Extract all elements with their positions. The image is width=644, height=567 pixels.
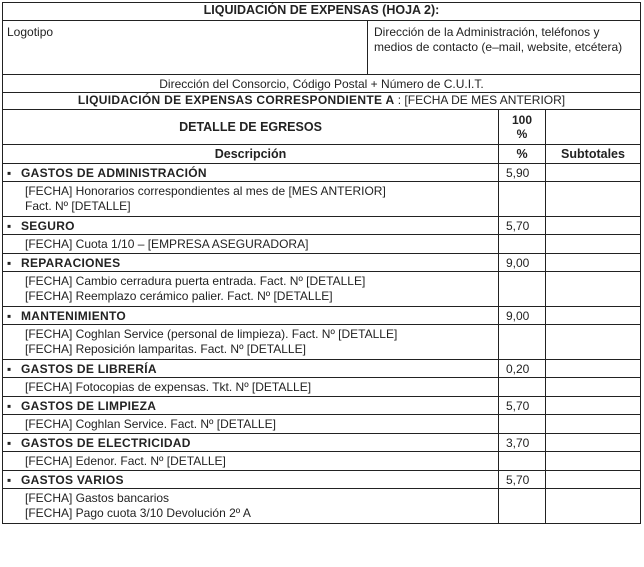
items-percent-cell bbox=[499, 489, 546, 524]
items-subtotal-cell bbox=[546, 272, 641, 307]
items-subtotal-cell bbox=[546, 325, 641, 360]
category-percent: 5,70 bbox=[499, 217, 546, 235]
category-percent: 5,90 bbox=[499, 164, 546, 182]
expense-lines-cell bbox=[3, 325, 499, 360]
bullet-icon: ▪ bbox=[7, 166, 12, 180]
category-percent: 5,70 bbox=[499, 471, 546, 489]
expense-line: [FECHA] Fotocopias de expensas. Tkt. Nº [DETALLE] bbox=[25, 380, 312, 394]
items-subtotal-cell bbox=[546, 235, 641, 254]
expense-lines-cell bbox=[3, 272, 499, 307]
category-name-cell bbox=[3, 397, 499, 415]
category-items-row bbox=[3, 272, 641, 307]
sheet-title: LIQUIDACIÓN DE EXPENSAS (HOJA 2): bbox=[3, 3, 641, 21]
category-subtotal bbox=[546, 217, 641, 235]
total-percent: 100 % bbox=[499, 110, 546, 145]
expense-line: [FECHA] Honorarios correspondientes al mes de [MES ANTERIOR] bbox=[25, 184, 386, 198]
category-subtotal bbox=[546, 254, 641, 272]
total-subtotal-cell bbox=[546, 110, 641, 145]
category-items-row bbox=[3, 489, 641, 524]
items-subtotal-cell bbox=[546, 182, 641, 217]
expense-lines-cell bbox=[3, 235, 499, 254]
category-name: GASTOS DE LIMPIEZA bbox=[21, 399, 157, 413]
period-title bbox=[3, 93, 641, 110]
expense-line: [FECHA] Pago cuota 3/10 Devolución 2º A bbox=[25, 506, 251, 520]
col-header-subtotals: Subtotales bbox=[546, 145, 641, 164]
category-row bbox=[3, 471, 641, 489]
items-subtotal-cell bbox=[546, 452, 641, 471]
bullet-icon: ▪ bbox=[7, 256, 12, 270]
category-items-row bbox=[3, 182, 641, 217]
category-row bbox=[3, 360, 641, 378]
consortium-info: Dirección del Consorcio, Código Postal + Número de C.U.I.T. bbox=[3, 75, 641, 93]
items-subtotal-cell bbox=[546, 489, 641, 524]
expense-lines-cell bbox=[3, 378, 499, 397]
items-percent-cell bbox=[499, 452, 546, 471]
items-subtotal-cell bbox=[546, 378, 641, 397]
period-title-date: : [FECHA DE MES ANTERIOR] bbox=[394, 93, 566, 107]
category-name-cell bbox=[3, 471, 499, 489]
items-percent-cell bbox=[499, 235, 546, 254]
category-name: GASTOS DE ADMINISTRACIÓN bbox=[21, 166, 207, 180]
category-name: MANTENIMIENTO bbox=[21, 309, 127, 323]
category-subtotal bbox=[546, 471, 641, 489]
category-items-row bbox=[3, 235, 641, 254]
expense-line: [FECHA] Cuota 1/10 – [EMPRESA ASEGURADORA] bbox=[25, 237, 309, 251]
category-name: SEGURO bbox=[21, 219, 75, 233]
expense-sheet bbox=[2, 2, 642, 565]
category-name-cell bbox=[3, 360, 499, 378]
category-name: GASTOS DE ELECTRICIDAD bbox=[21, 436, 191, 450]
category-name-cell bbox=[3, 164, 499, 182]
expense-lines-cell bbox=[3, 415, 499, 434]
expense-line: [FECHA] Gastos bancarios bbox=[25, 491, 170, 505]
items-subtotal-cell bbox=[546, 415, 641, 434]
category-name-cell bbox=[3, 217, 499, 235]
category-subtotal bbox=[546, 397, 641, 415]
expense-line: [FECHA] Reposición lamparitas. Fact. Nº [DETALLE] bbox=[25, 342, 306, 356]
category-row bbox=[3, 217, 641, 235]
bullet-icon: ▪ bbox=[7, 473, 12, 487]
expense-lines-cell bbox=[3, 452, 499, 471]
category-name-cell bbox=[3, 307, 499, 325]
admin-contact-info: Dirección de la Administración, teléfonos y medios de contacto (e–mail, website, etcétera) bbox=[368, 21, 641, 75]
expense-line: [FECHA] Coghlan Service (personal de limpieza). Fact. Nº [DETALLE] bbox=[25, 327, 398, 341]
category-percent: 0,20 bbox=[499, 360, 546, 378]
category-subtotal bbox=[546, 164, 641, 182]
logo-placeholder: Logotipo bbox=[3, 21, 368, 75]
category-items-row bbox=[3, 378, 641, 397]
col-header-description: Descripción bbox=[3, 145, 499, 164]
category-items-row bbox=[3, 452, 641, 471]
category-subtotal bbox=[546, 434, 641, 452]
items-percent-cell bbox=[499, 415, 546, 434]
expense-line: [FECHA] Edenor. Fact. Nº [DETALLE] bbox=[25, 454, 226, 468]
col-header-percent: % bbox=[499, 145, 546, 164]
items-percent-cell bbox=[499, 325, 546, 360]
items-percent-cell bbox=[499, 182, 546, 217]
expense-lines-cell bbox=[3, 489, 499, 524]
items-percent-cell bbox=[499, 378, 546, 397]
period-title-bold: LIQUIDACIÓN DE EXPENSAS CORRESPONDIENTE A bbox=[77, 93, 395, 107]
category-name: REPARACIONES bbox=[21, 256, 121, 270]
category-subtotal bbox=[546, 360, 641, 378]
expense-line: [FECHA] Cambio cerradura puerta entrada. Fact. Nº [DETALLE] bbox=[25, 274, 366, 288]
category-subtotal bbox=[546, 307, 641, 325]
expense-line: Fact. Nº [DETALLE] bbox=[25, 199, 131, 213]
category-row bbox=[3, 397, 641, 415]
category-items-row bbox=[3, 325, 641, 360]
category-items-row bbox=[3, 415, 641, 434]
category-row bbox=[3, 434, 641, 452]
category-name: GASTOS VARIOS bbox=[21, 473, 124, 487]
category-row bbox=[3, 254, 641, 272]
category-name-cell bbox=[3, 434, 499, 452]
bullet-icon: ▪ bbox=[7, 399, 12, 413]
items-percent-cell bbox=[499, 272, 546, 307]
category-row bbox=[3, 307, 641, 325]
category-percent: 9,00 bbox=[499, 254, 546, 272]
expense-lines-cell bbox=[3, 182, 499, 217]
expense-line: [FECHA] Reemplazo cerámico palier. Fact. Nº [DETALLE] bbox=[25, 289, 333, 303]
expense-line: [FECHA] Coghlan Service. Fact. Nº [DETALLE] bbox=[25, 417, 276, 431]
category-name-cell bbox=[3, 254, 499, 272]
bullet-icon: ▪ bbox=[7, 309, 12, 323]
bullet-icon: ▪ bbox=[7, 436, 12, 450]
category-percent: 5,70 bbox=[499, 397, 546, 415]
category-row bbox=[3, 164, 641, 182]
category-percent: 9,00 bbox=[499, 307, 546, 325]
detail-title: DETALLE DE EGRESOS bbox=[3, 110, 499, 145]
category-name: GASTOS DE LIBRERÍA bbox=[21, 362, 157, 376]
bullet-icon: ▪ bbox=[7, 362, 12, 376]
expense-table bbox=[2, 2, 641, 524]
bullet-icon: ▪ bbox=[7, 219, 12, 233]
category-percent: 3,70 bbox=[499, 434, 546, 452]
